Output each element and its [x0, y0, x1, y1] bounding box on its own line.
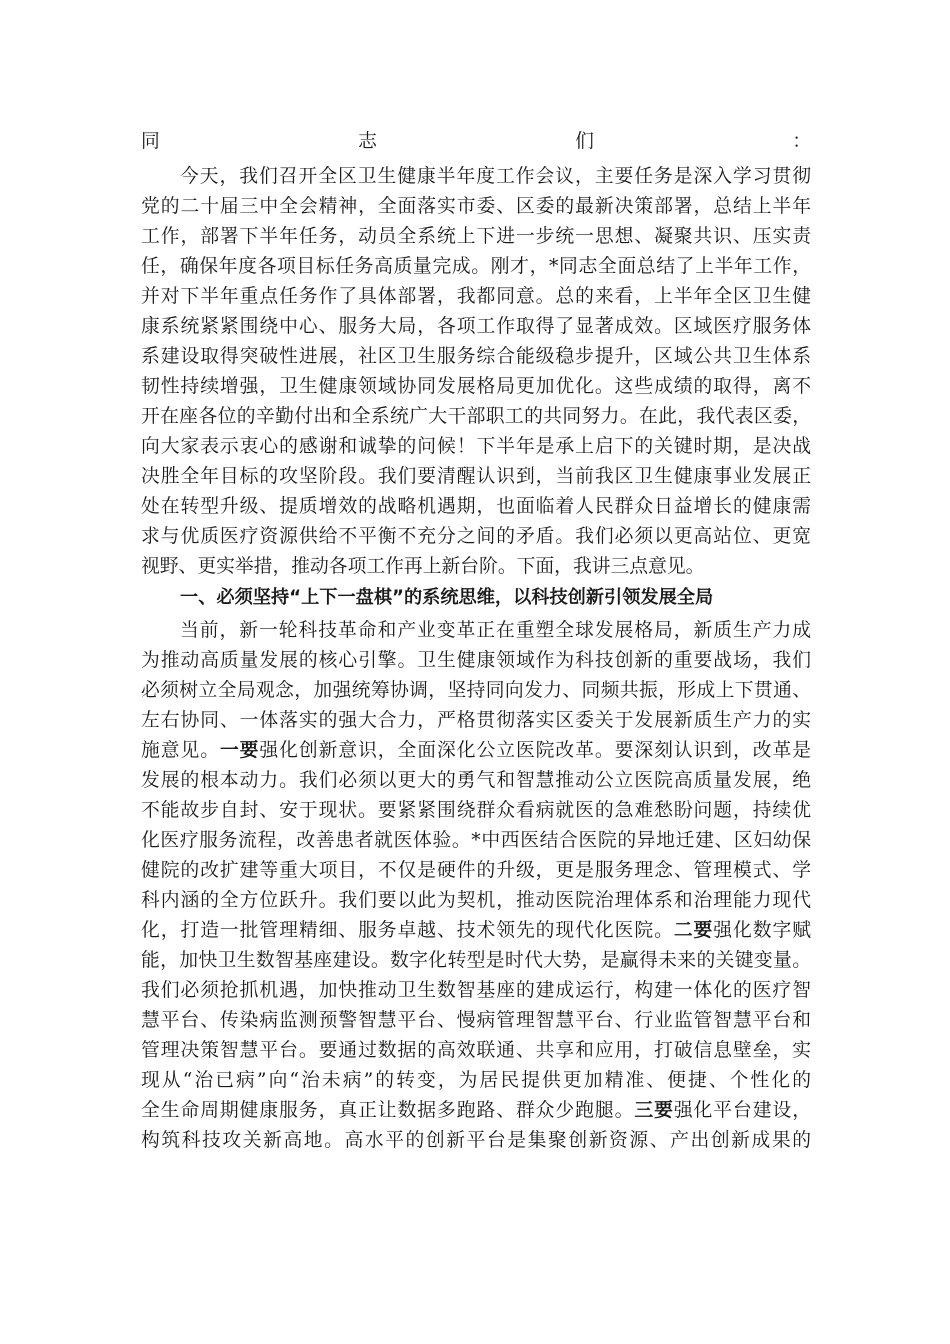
paragraph-line [141, 887, 811, 915]
text-run: 构筑科技攻关新高地。高水平的创新平台是集聚创新资源、产出创新成果的 [141, 1130, 811, 1151]
text-run: 韧性持续增强，卫生健康领域协同发展格局更加优化。这些成绩的取得，离不 [141, 376, 811, 397]
text-run: 发展的根本动力。我们必须以更大的勇气和智慧推动公立医院高质量发展，绝 [141, 770, 811, 791]
text-run: 不能故步自封、安于现状。要紧紧围绕群众看病就医的急难愁盼问题，持续优 [141, 800, 811, 821]
paragraph-line [141, 283, 811, 311]
text-run: 慧平台、传染病监测预警智慧平台、慢病管理智慧平台、行业监管智慧平台和 [141, 1010, 811, 1031]
text-run: 强化平台建设， [673, 1100, 811, 1121]
text-run: 视野、更实举措，推动各项工作再上新台阶。下面，我讲三点意见。 [141, 556, 705, 577]
text-run: 化医疗服务流程，改善患者就医体验。*中西医结合医院的异地迁建、区妇幼保 [141, 830, 811, 851]
text-run: 一、必须坚持“上下一盘棋”的系统思维，以科技创新引领发展全局 [180, 587, 714, 608]
paragraph-line [141, 827, 811, 855]
text-run: 同志们： [141, 131, 811, 152]
text-run: 任，确保年度各项目标任务高质量完成。刚才，*同志全面总结了上半年工作， [141, 256, 811, 277]
paragraph-line [141, 493, 811, 521]
text-run: 我们必须抢抓机遇，加快推动卫生数智基座的建成运行，构建一体化的医疗智 [141, 980, 811, 1001]
paragraph-line [180, 163, 811, 191]
text-run: 处在转型升级、提质增效的战略机遇期，也面临着人民群众日益增长的健康需 [141, 496, 811, 517]
paragraph-line [141, 1067, 811, 1095]
text-run: 施意见。 [141, 740, 220, 761]
text-run: 并对下半年重点任务作了具体部署，我都同意。总的来看，上半年全区卫生健 [141, 286, 811, 307]
text-run: 向大家表示衷心的感谢和诚挚的问候！下半年是承上启下的关键时期，是决战 [141, 436, 811, 457]
paragraph-line [180, 617, 811, 645]
section-heading [180, 584, 811, 612]
text-run: 党的二十届三中全会精神，全面落实市委、区委的最新决策部署，总结上半年 [141, 196, 811, 217]
text-run: 强化数字赋 [713, 920, 811, 941]
text-run: 健院的改扩建等重大项目，不仅是硬件的升级，更是服务理念、管理模式、学 [141, 860, 811, 881]
emphasis-text: 三要 [634, 1100, 674, 1121]
text-run: 科内涵的全方位跃升。我们要以此为契机，推动医院治理体系和治理能力现代 [141, 890, 811, 911]
paragraph-line [141, 1007, 811, 1035]
paragraph-line [141, 1157, 811, 1185]
paragraph-line [141, 433, 811, 461]
text-run: 能，加快卫生数智基座建设。数字化转型是时代大势，是赢得未来的关键变量。 [141, 950, 811, 971]
text-run: 全生命周期健康服务，真正让数据多跑路、群众少跑腿。 [141, 1100, 635, 1121]
paragraph-line [141, 373, 811, 401]
paragraph-line [141, 857, 811, 885]
paragraph-line [141, 523, 811, 551]
paragraph-line [141, 313, 811, 341]
paragraph-line [141, 343, 811, 371]
text-run: 必须树立全局观念，加强统筹协调，坚持同向发力、同频共振，形成上下贯通、 [141, 680, 811, 701]
paragraph-line [141, 647, 811, 675]
salutation [141, 128, 811, 156]
paragraph-line [141, 917, 811, 945]
paragraph-line [141, 403, 811, 431]
text-run: 开在座各位的辛勤付出和全系统广大干部职工的共同努力。在此，我代表区委， [141, 406, 811, 427]
text-run: 左右协同、一体落实的强大合力，严格贯彻落实区委关于发展新质生产力的实 [141, 710, 811, 731]
emphasis-text: 二要 [673, 920, 714, 941]
paragraph-line [141, 767, 811, 795]
text-run: 化，打造一批管理精细、服务卓越、技术领先的现代化医院。 [141, 920, 674, 941]
emphasis-text: 一要 [219, 740, 260, 761]
paragraph-line [141, 193, 811, 221]
paragraph-line [141, 977, 811, 1005]
paragraph-line [141, 1127, 811, 1155]
paragraph-line [141, 707, 811, 735]
text-run: 现从“治已病”向“治未病”的转变，为居民提供更加精准、便捷、个性化的 [141, 1070, 811, 1091]
paragraph-line [141, 1037, 811, 1065]
paragraph-line [141, 223, 811, 251]
paragraph-line [141, 737, 811, 765]
text-run: 决胜全年目标的攻坚阶段。我们要清醒认识到，当前我区卫生健康事业发展正 [141, 466, 811, 487]
text-run: 管理决策智慧平台。要通过数据的高效联通、共享和应用，打破信息壁垒，实 [141, 1040, 811, 1061]
paragraph-line [141, 677, 811, 705]
text-run: 为推动高质量发展的核心引擎。卫生健康领域作为科技创新的重要战场，我们 [141, 650, 811, 671]
paragraph-line [141, 553, 811, 581]
text-run: 康系统紧紧围绕中心、服务大局，各项工作取得了显著成效。区域医疗服务体 [141, 316, 811, 337]
text-run: 今天，我们召开全区卫生健康半年度工作会议，主要任务是深入学习贯彻 [180, 166, 811, 187]
paragraph-line [141, 463, 811, 491]
paragraph-line [141, 797, 811, 825]
text-run: 求与优质医疗资源供给不平衡不充分之间的矛盾。我们必须以更高站位、更宽 [141, 526, 811, 547]
paragraph-line [141, 253, 811, 281]
text-run: 工作，部署下半年任务，动员全系统上下进一步统一思想、凝聚共识、压实责 [141, 226, 811, 247]
paragraph-line [141, 947, 811, 975]
text-run: 系建设取得突破性进展，社区卫生服务综合能级稳步提升，区域公共卫生体系 [141, 346, 811, 367]
paragraph-line [141, 1097, 811, 1125]
text-run: 当前，新一轮科技革命和产业变革正在重塑全球发展格局，新质生产力成 [180, 620, 811, 641]
text-run: 强化创新意识，全面深化公立医院改革。要深刻认识到，改革是 [259, 740, 811, 761]
